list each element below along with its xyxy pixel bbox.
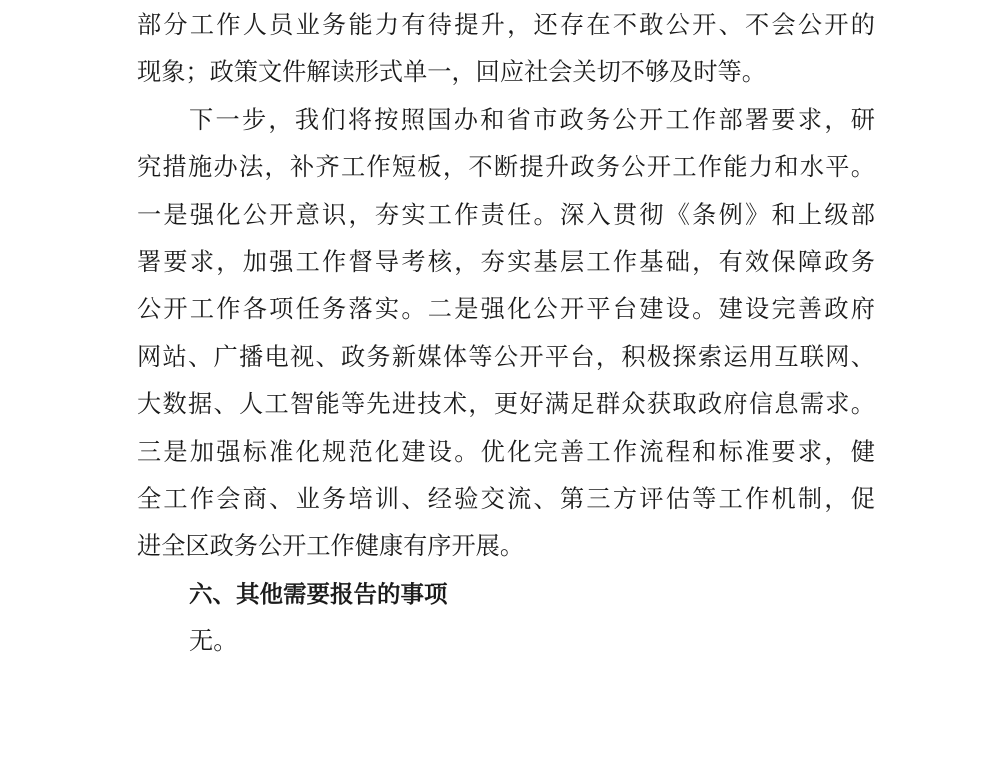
text-line: 三是加强标准化规范化建设。优化完善工作流程和标准要求，健 xyxy=(137,437,875,466)
text-line: 进全区政务公开工作健康有序开展。 xyxy=(137,532,525,561)
text-line: 网站、广播电视、政务新媒体等公开平台，积极探索运用互联网、 xyxy=(137,342,875,371)
text-line: 一是强化公开意识，夯实工作责任。深入贯彻《条例》和上级部 xyxy=(137,200,875,229)
text-line: 究措施办法，补齐工作短板，不断提升政务公开工作能力和水平。 xyxy=(137,153,875,182)
text-line: 下一步，我们将按照国办和省市政务公开工作部署要求，研 xyxy=(189,105,875,134)
text-line: 公开工作各项任务落实。二是强化公开平台建设。建设完善政府 xyxy=(137,295,875,324)
section-heading: 六、其他需要报告的事项 xyxy=(189,579,448,608)
text-line: 署要求，加强工作督导考核，夯实基层工作基础，有效保障政务 xyxy=(137,247,875,276)
document-body xyxy=(137,2,875,665)
section-body: 无。 xyxy=(189,627,238,656)
text-line: 部分工作人员业务能力有待提升，还存在不敢公开、不会公开的 xyxy=(137,11,875,39)
text-line: 现象；政策文件解读形式单一，回应社会关切不够及时等。 xyxy=(137,58,766,87)
text-line: 大数据、人工智能等先进技术，更好满足群众获取政府信息需求。 xyxy=(137,390,875,419)
text-line: 全工作会商、业务培训、经验交流、第三方评估等工作机制，促 xyxy=(137,484,875,513)
